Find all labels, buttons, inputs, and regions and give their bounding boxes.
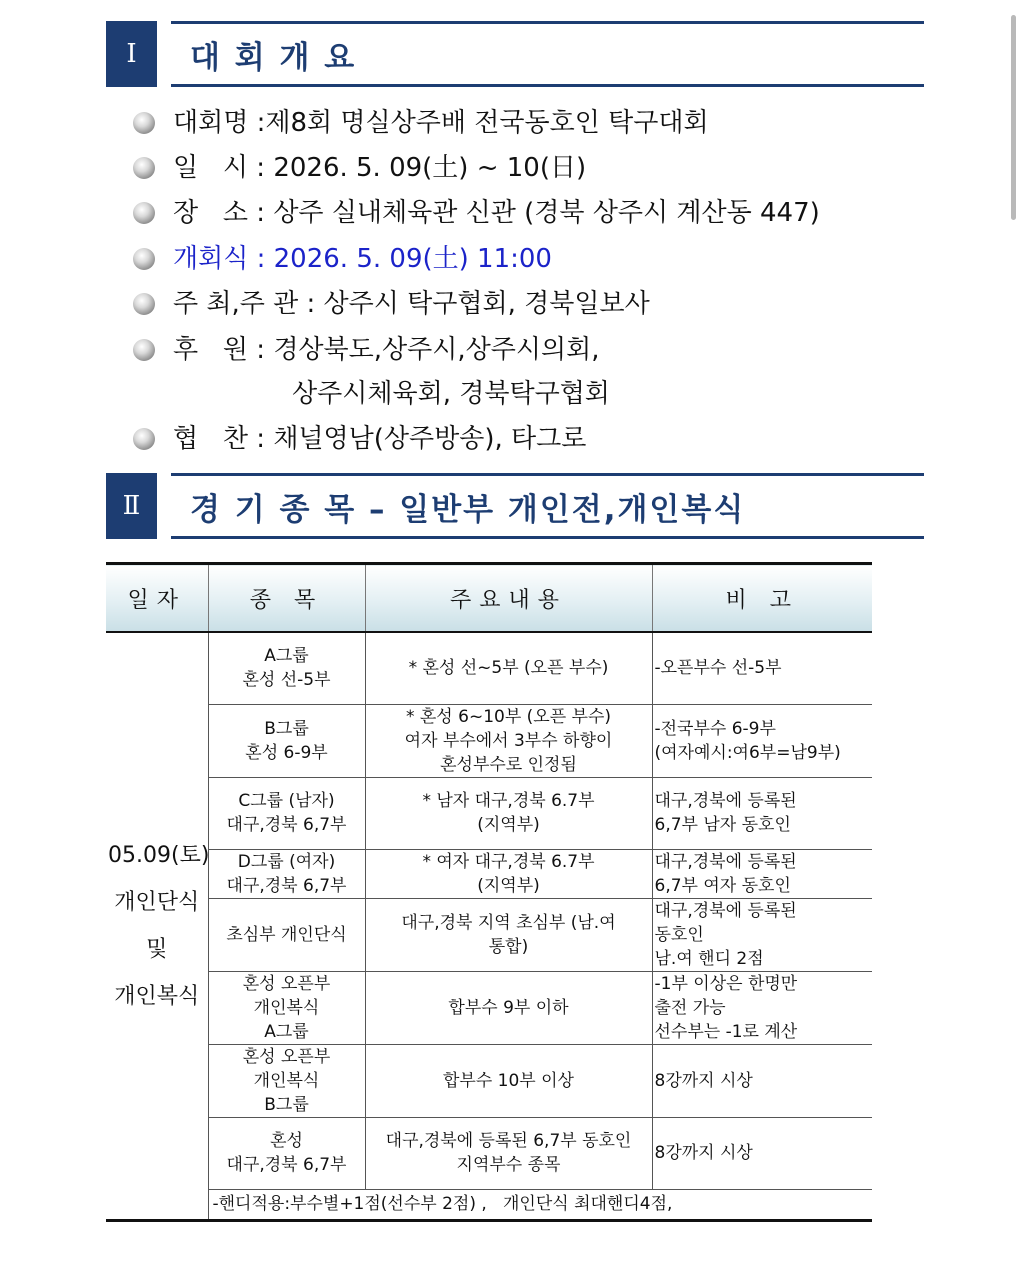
info-row-host [133, 289, 650, 319]
info-row-venue [133, 198, 820, 228]
info-text: 대회명 :제8회 명실상주배 전국동호인 탁구대회 [173, 108, 709, 138]
event-cell: D그룹 (여자) 대구,경북 6,7부 [208, 849, 365, 898]
bullet-icon [133, 157, 155, 179]
event-cell: C그룹 (남자) 대구,경북 6,7부 [208, 777, 365, 849]
footer-note: -핸디적용:부수별+1점(선수부 2점) , 개인단식 최대핸디4점, [208, 1189, 872, 1220]
note-cell: 8강까지 시상 [652, 1117, 872, 1189]
info-text: 장 소 : 상주 실내체육관 신관 (경북 상주시 계산동 447) [173, 198, 820, 228]
info-row-opening [133, 244, 552, 274]
content-cell: 합부수 10부 이상 [365, 1044, 652, 1117]
note-cell: 대구,경북에 등록된 동호인 남.여 핸디 2점 [652, 898, 872, 971]
event-cell: 혼성 오픈부 개인복식 A그룹 [208, 971, 365, 1044]
info-sponsor-continued: 상주시체육회, 경북탁구협회 [292, 379, 610, 409]
section-number: I [106, 21, 157, 87]
event-cell: B그룹 혼성 6-9부 [208, 704, 365, 777]
note-cell: 대구,경북에 등록된 6,7부 남자 동호인 [652, 777, 872, 849]
bullet-icon [133, 112, 155, 134]
content-cell: * 남자 대구,경북 6.7부 (지역부) [365, 777, 652, 849]
content-cell: 대구,경북에 등록된 6,7부 동호인 지역부수 종목 [365, 1117, 652, 1189]
section-header-events [106, 473, 924, 539]
table-row [106, 898, 872, 971]
info-text: 개회식 : 2026. 5. 09(土) 11:00 [173, 244, 552, 274]
event-cell: 초심부 개인단식 [208, 898, 365, 971]
table-header-row [106, 564, 872, 633]
table-row [106, 849, 872, 898]
table-row [106, 1044, 872, 1117]
content-cell: * 여자 대구,경북 6.7부 (지역부) [365, 849, 652, 898]
info-row-coop [133, 424, 586, 454]
table-row [106, 971, 872, 1044]
event-cell: 혼성 오픈부 개인복식 B그룹 [208, 1044, 365, 1117]
date-cell: 05.09(토) 개인단식 및 개인복식 [106, 632, 208, 1220]
info-text: 후 원 : 경상북도,상주시,상주시의회, [173, 335, 600, 365]
scrollbar[interactable] [1011, 15, 1016, 220]
event-cell: 혼성 대구,경북 6,7부 [208, 1117, 365, 1189]
info-row-date [133, 153, 586, 183]
section-number: Ⅱ [106, 473, 157, 539]
content-cell: 합부수 9부 이하 [365, 971, 652, 1044]
section-title: 경 기 종 목 – 일반부 개인전,개인복식 [190, 491, 746, 528]
event-cell: A그룹 혼성 선-5부 [208, 632, 365, 704]
section-title: 대 회 개 요 [190, 39, 357, 76]
note-cell: -오픈부수 선-5부 [652, 632, 872, 704]
note-cell: -1부 이상은 한명만 출전 가능 선수부는 -1로 계산 [652, 971, 872, 1044]
table-row [106, 632, 872, 704]
note-cell: -전국부수 6-9부 (여자예시:여6부=남9부) [652, 704, 872, 777]
bullet-icon [133, 293, 155, 315]
events-table [106, 562, 872, 1222]
bullet-icon [133, 248, 155, 270]
bullet-icon [133, 339, 155, 361]
info-text: 주 최,주 관 : 상주시 탁구협회, 경북일보사 [173, 289, 650, 319]
header-note: 비 고 [652, 564, 872, 633]
table-row [106, 704, 872, 777]
header-date: 일자 [106, 564, 208, 633]
bullet-icon [133, 428, 155, 450]
table-row [106, 1117, 872, 1189]
section-header-overview [106, 21, 924, 87]
header-content: 주요내용 [365, 564, 652, 633]
header-event: 종 목 [208, 564, 365, 633]
content-cell: * 혼성 6~10부 (오픈 부수) 여자 부수에서 3부수 하향이 혼성부수로 인정됨 [365, 704, 652, 777]
table-footer-row [106, 1189, 872, 1220]
table-row [106, 777, 872, 849]
content-cell: * 혼성 선~5부 (오픈 부수) [365, 632, 652, 704]
bullet-icon [133, 202, 155, 224]
info-row-name [133, 108, 709, 138]
info-text: 일 시 : 2026. 5. 09(土) ~ 10(日) [173, 153, 587, 183]
info-text: 협 찬 : 채널영남(상주방송), 타그로 [173, 424, 587, 454]
note-cell: 대구,경북에 등록된 6,7부 여자 동호인 [652, 849, 872, 898]
content-cell: 대구,경북 지역 초심부 (남.여 통합) [365, 898, 652, 971]
info-row-sponsor [133, 335, 600, 365]
note-cell: 8강까지 시상 [652, 1044, 872, 1117]
